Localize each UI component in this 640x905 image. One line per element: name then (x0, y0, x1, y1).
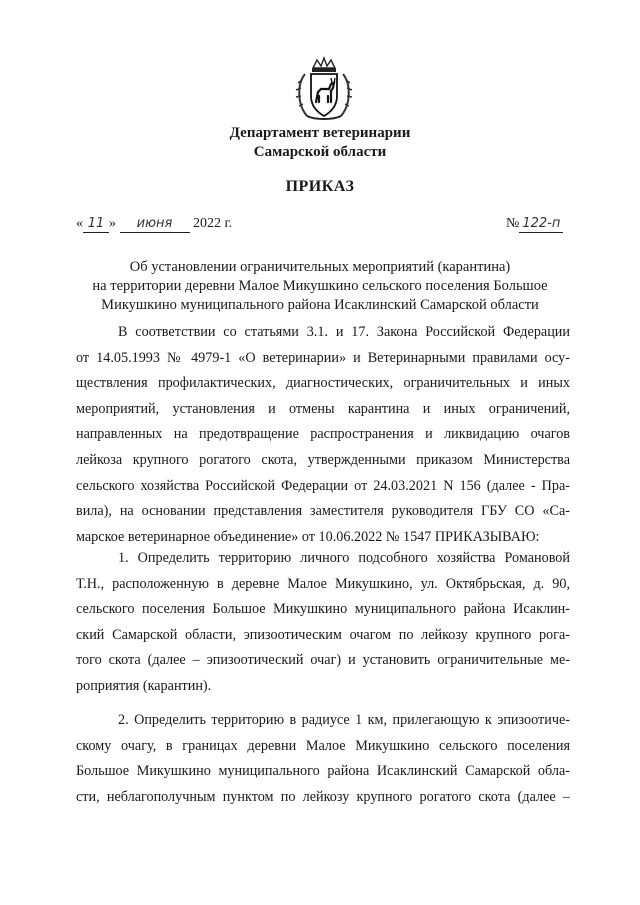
text-line: В соответствии со статьями 3.1. и 17. Закона Российской Федерации (118, 324, 570, 340)
text-line: ществления профилактических, диагностических, ограничительных и иных (76, 375, 570, 392)
preamble-paragraph (76, 320, 570, 550)
date-open-quote: « (76, 216, 83, 231)
text-line: лейкоза крупного рогатого скота, утвержденными приказом Министерства (76, 451, 570, 468)
text-line: сельского хозяйства Российской Федерации от 24.03.2021 N 156 (далее - Пра- (76, 477, 570, 494)
order-subject (70, 258, 570, 315)
date-month-field (120, 216, 190, 233)
number-value: 122-п (522, 216, 561, 231)
clause-1-paragraph (76, 546, 570, 700)
department-name-line2: Самарской области (253, 144, 387, 160)
text-line: направленных на предотвращение распространения и ликвидацию очагов (76, 426, 570, 443)
order-number (506, 216, 563, 233)
clause-2-paragraph (76, 708, 570, 810)
department-name-line1: Департамент ветеринарии (229, 125, 411, 141)
text-line: Большое Микушкино муниципального района Исаклинский Самарской обла- (76, 763, 570, 780)
text-line: 2. Определить территорию в радиусе 1 км, прилегающую к эпизоотиче- (118, 712, 570, 728)
subject-line: Микушкино муниципального района Исаклинский Самарской области (101, 297, 539, 313)
text-line: того скота (далее – эпизоотический очаг) и установить ограничительные ме- (76, 652, 570, 669)
text-line: скому очагу, в границах деревни Малое Микушкино сельского поселения (76, 737, 570, 754)
text-line: сти, неблагополучным пунктом по лейкозу крупного рогатого скота (далее – (76, 788, 570, 805)
coat-of-arms-icon (293, 56, 355, 122)
date-month: июня (136, 216, 173, 231)
text-line: ский Самарской области, эпизоотическим очагом по лейкозу крупного рога- (76, 626, 570, 643)
order-date (76, 216, 232, 233)
date-day: 11 (87, 216, 105, 231)
subject-line: Об установлении ограничительных мероприятий (карантина) (129, 259, 511, 275)
date-day-field (83, 216, 109, 233)
date-year: 2022 г. (193, 216, 233, 231)
text-line: 1. Определить территорию личного подсобного хозяйства Романовой (118, 550, 570, 566)
text-line: вила), на основании представления заместителя руководителя ГБУ СО «Са- (76, 503, 570, 520)
text-line: Т.Н., расположенную в деревне Малое Микушкино, ул. Октябрьская, д. 90, (76, 575, 570, 592)
text-line: марское ветеринарное объединение» от 10.06.2022 № 1547 ПРИКАЗЫВАЮ: (76, 528, 540, 545)
subject-line: на территории деревни Малое Микушкино сельского поселения Большое (92, 278, 548, 294)
date-close-quote: » (109, 216, 116, 231)
document-type-title: ПРИКАЗ (285, 178, 355, 195)
text-line: роприятия (карантин). (76, 677, 212, 694)
text-line: от 14.05.1993 № 4979-1 «О ветеринарии» и Ветеринарными правилами осу- (76, 349, 570, 366)
text-line: мероприятий, установления и отмены карантина и иных ограничений, (76, 400, 570, 417)
number-field (519, 216, 563, 233)
number-prefix: № (506, 216, 520, 231)
text-line: сельского поселения Большое Микушкино муниципального района Исаклин- (76, 601, 570, 618)
